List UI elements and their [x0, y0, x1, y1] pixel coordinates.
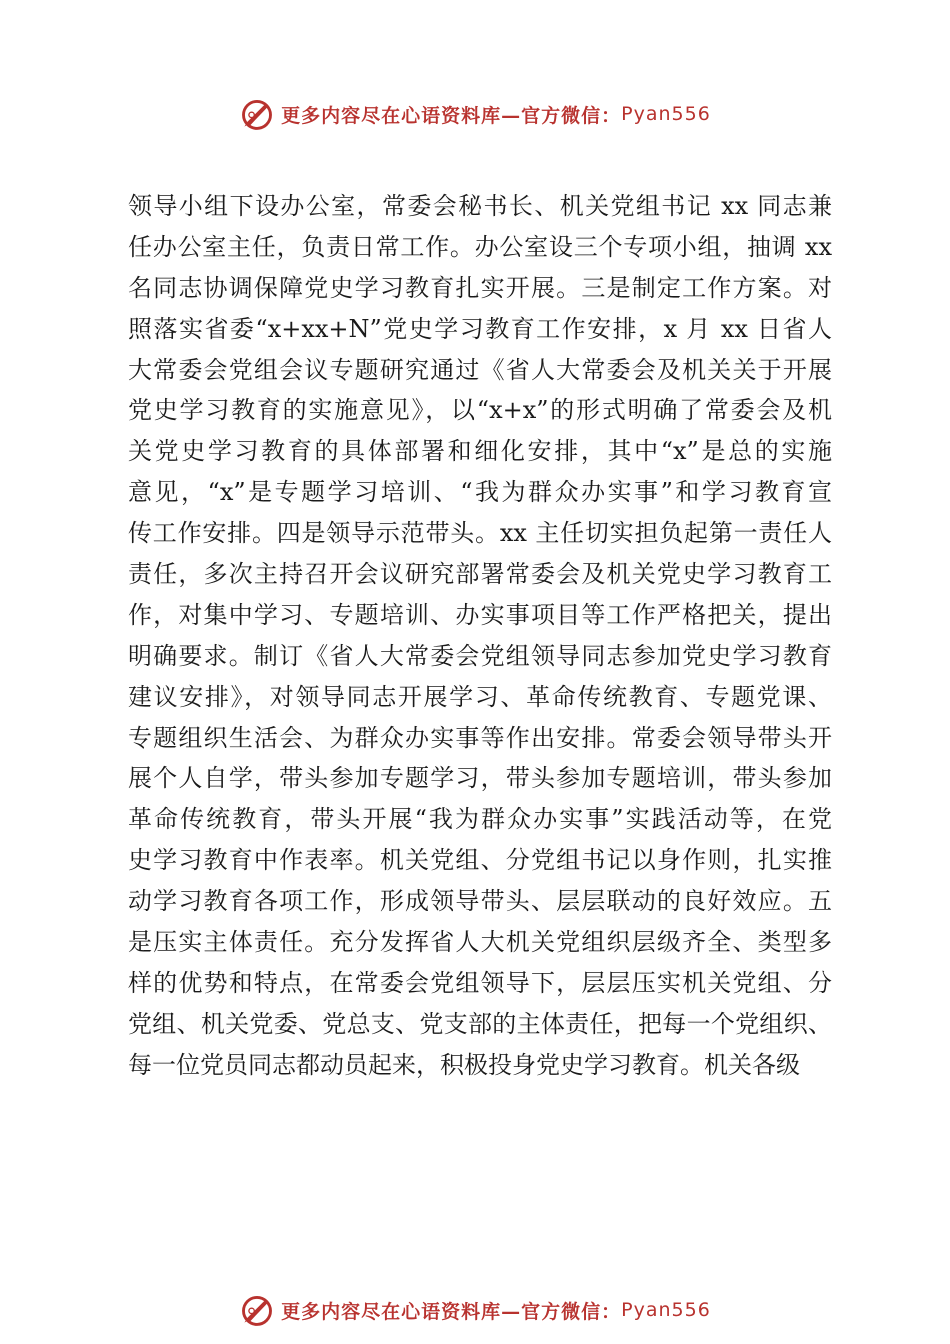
body-line: 传工作安排。四是领导示范带头。xx 主任切实担负起第一责任人 [128, 519, 832, 548]
body-line: 责任，多次主持召开会议研究部署常委会及机关党史学习教育工 [128, 560, 832, 589]
body-line: 动学习教育各项工作，形成领导带头、层层联动的良好效应。五 [128, 887, 832, 916]
pen-logo-icon [239, 1292, 275, 1328]
body-line: 建议安排》，对领导同志开展学习、革命传统教育、专题党课、 [128, 682, 832, 711]
body-line: 每一位党员同志都动员起来，积极投身党史学习教育。机关各级 [128, 1050, 800, 1079]
body-line: 领导小组下设办公室，常委会秘书长、机关党组书记 xx 同志兼 [128, 192, 832, 220]
body-line: 史学习教育中作表率。机关党组、分党组书记以身作则，扎实推 [128, 846, 832, 875]
body-line: 大常委会党组会议专题研究通过《省人大常委会及机关关于开展 [128, 355, 832, 384]
body-line: 样的优势和特点，在常委会党组领导下，层层压实机关党组、分 [128, 968, 832, 997]
header-banner [0, 92, 950, 136]
body-line: 照落实省委“x+xx+N”党史学习教育工作安排，x 月 xx 日省人 [128, 314, 832, 343]
footer-wechat-id: Pyan556 [621, 1299, 711, 1321]
header-wechat-id: Pyan556 [621, 103, 711, 125]
body-line: 作，对集中学习、专题培训、办实事项目等工作严格把关，提出 [128, 600, 832, 629]
body-line: 党史学习教育的实施意见》，以“x+x”的形式明确了常委会及机 [128, 396, 832, 425]
body-line: 展个人自学，带头参加专题学习，带头参加专题培训，带头参加 [128, 764, 832, 793]
body-line: 是压实主体责任。充分发挥省人大机关党组织层级齐全、类型多 [128, 928, 832, 957]
document-body [128, 186, 832, 1086]
pen-logo-icon [239, 96, 275, 132]
footer-banner-text: 更多内容尽在心语资料库—官方微信： [281, 1300, 622, 1323]
body-line: 任办公室主任，负责日常工作。办公室设三个专项小组，抽调 xx [128, 232, 832, 261]
body-line: 革命传统教育，带头开展“我为群众办实事”实践活动等，在党 [128, 805, 832, 834]
body-line: 关党史学习教育的具体部署和细化安排，其中“x”是总的实施 [128, 437, 832, 466]
body-line: 明确要求。制订《省人大常委会党组领导同志参加党史学习教育 [128, 641, 832, 670]
body-line: 党组、机关党委、党总支、党支部的主体责任，把每一个党组织、 [128, 1009, 832, 1038]
body-line: 专题组织生活会、为群众办实事等作出安排。常委会领导带头开 [128, 723, 832, 752]
footer-banner [0, 1288, 950, 1332]
header-banner-text: 更多内容尽在心语资料库—官方微信： [281, 104, 622, 127]
body-line: 意见，“x”是专题学习培训、“我为群众办实事”和学习教育宣 [128, 478, 832, 507]
body-line: 名同志协调保障党史学习教育扎实开展。三是制定工作方案。对 [128, 273, 832, 302]
